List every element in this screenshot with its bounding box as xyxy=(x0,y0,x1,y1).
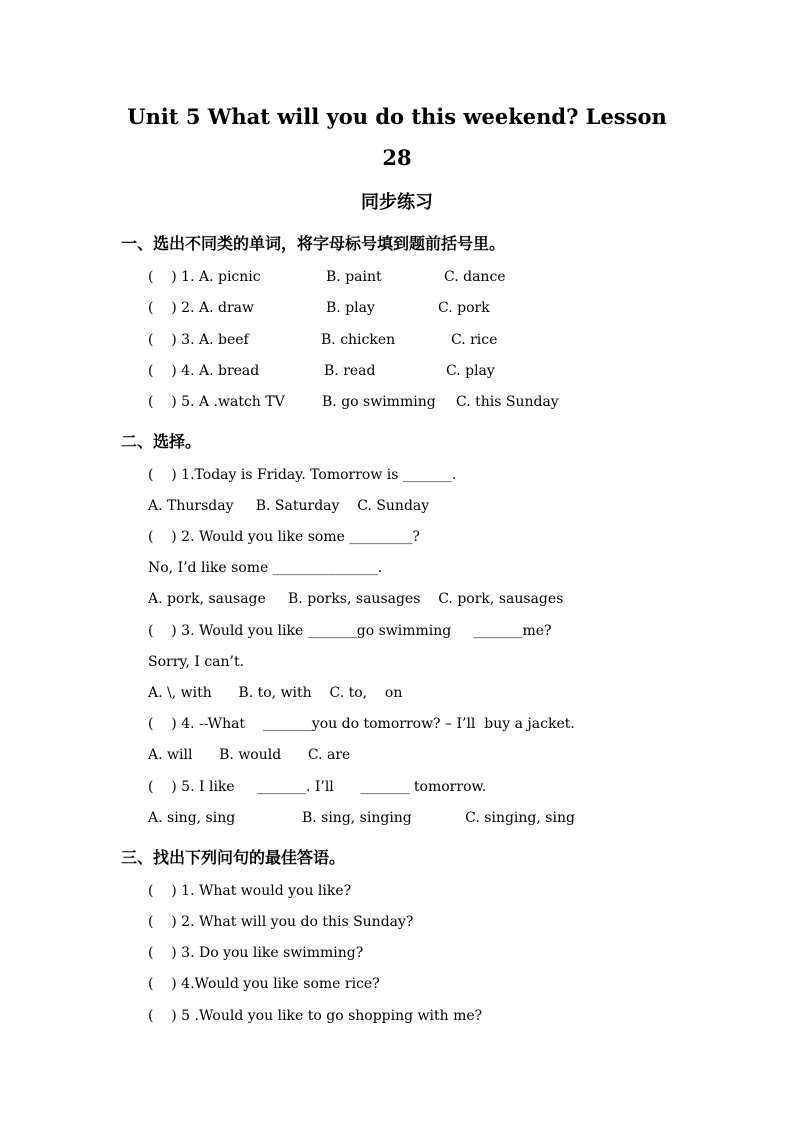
s3-q1: ( ) 1. What would you like? xyxy=(148,883,352,899)
doc-title-line1: Unit 5 What will you do this weekend? Lesson xyxy=(127,104,667,129)
s1-item1-c: C. dance xyxy=(444,269,506,285)
doc-title-line2: 28 xyxy=(382,145,412,170)
s2-q5-options: A. sing, sing B. sing, singing C. singing, sing xyxy=(148,810,575,826)
section1-heading: 一、选出不同类的单词，将字母标号填到题前括号里。 xyxy=(121,234,506,253)
s2-q3: ( ) 3. Would you like _______go swimming _______me? xyxy=(148,623,552,639)
s1-item5-a: ( ) 5. A .watch TV xyxy=(148,394,285,410)
s2-q5: ( ) 5. I like _______. I’ll _______ tomorrow. xyxy=(148,779,487,795)
s2-q3-reply: Sorry, I can’t. xyxy=(148,654,245,670)
s3-q2: ( ) 2. What will you do this Sunday? xyxy=(148,914,414,930)
s1-item5-b: B. go swimming xyxy=(322,394,436,410)
s2-q2-options: A. pork, sausage B. porks, sausages C. pork, sausages xyxy=(148,591,564,607)
s2-q1-options: A. Thursday B. Saturday C. Sunday xyxy=(148,498,430,514)
s2-q4: ( ) 4. --What _______you do tomorrow? – I’ll buy a jacket. xyxy=(148,716,575,732)
section3-heading: 三、找出下列问句的最佳答语。 xyxy=(121,848,346,867)
s1-item4-c: C. play xyxy=(446,363,495,379)
s1-item5-c: C. this Sunday xyxy=(456,394,559,410)
s1-item2-a: ( ) 2. A. draw xyxy=(148,300,254,316)
s3-q4: ( ) 4.Would you like some rice? xyxy=(148,976,380,992)
s1-item2-c: C. pork xyxy=(438,300,490,316)
doc-subtitle: 同步练习 xyxy=(361,192,433,213)
s1-item4-b: B. read xyxy=(324,363,376,379)
s2-q3-options: A. \, with B. to, with C. to, on xyxy=(148,685,403,701)
s1-item2-b: B. play xyxy=(326,300,375,316)
s1-item3-a: ( ) 3. A. beef xyxy=(148,332,249,348)
s2-q1: ( ) 1.Today is Friday. Tomorrow is _______. xyxy=(148,467,457,483)
s1-item3-c: C. rice xyxy=(451,332,498,348)
section2-heading: 二、选择。 xyxy=(121,432,202,451)
s3-q5: ( ) 5 .Would you like to go shopping with me? xyxy=(148,1008,483,1024)
s2-q2: ( ) 2. Would you like some _________? xyxy=(148,529,420,545)
s3-q3: ( ) 3. Do you like swimming? xyxy=(148,945,364,961)
s1-item1-a: ( ) 1. A. picnic xyxy=(148,269,261,285)
s2-q2-reply: No, I’d like some _______________. xyxy=(148,560,383,576)
s2-q4-options: A. will B. would C. are xyxy=(148,747,351,763)
s1-item3-b: B. chicken xyxy=(321,332,396,348)
s1-item1-b: B. paint xyxy=(326,269,382,285)
s1-item4-a: ( ) 4. A. bread xyxy=(148,363,260,379)
